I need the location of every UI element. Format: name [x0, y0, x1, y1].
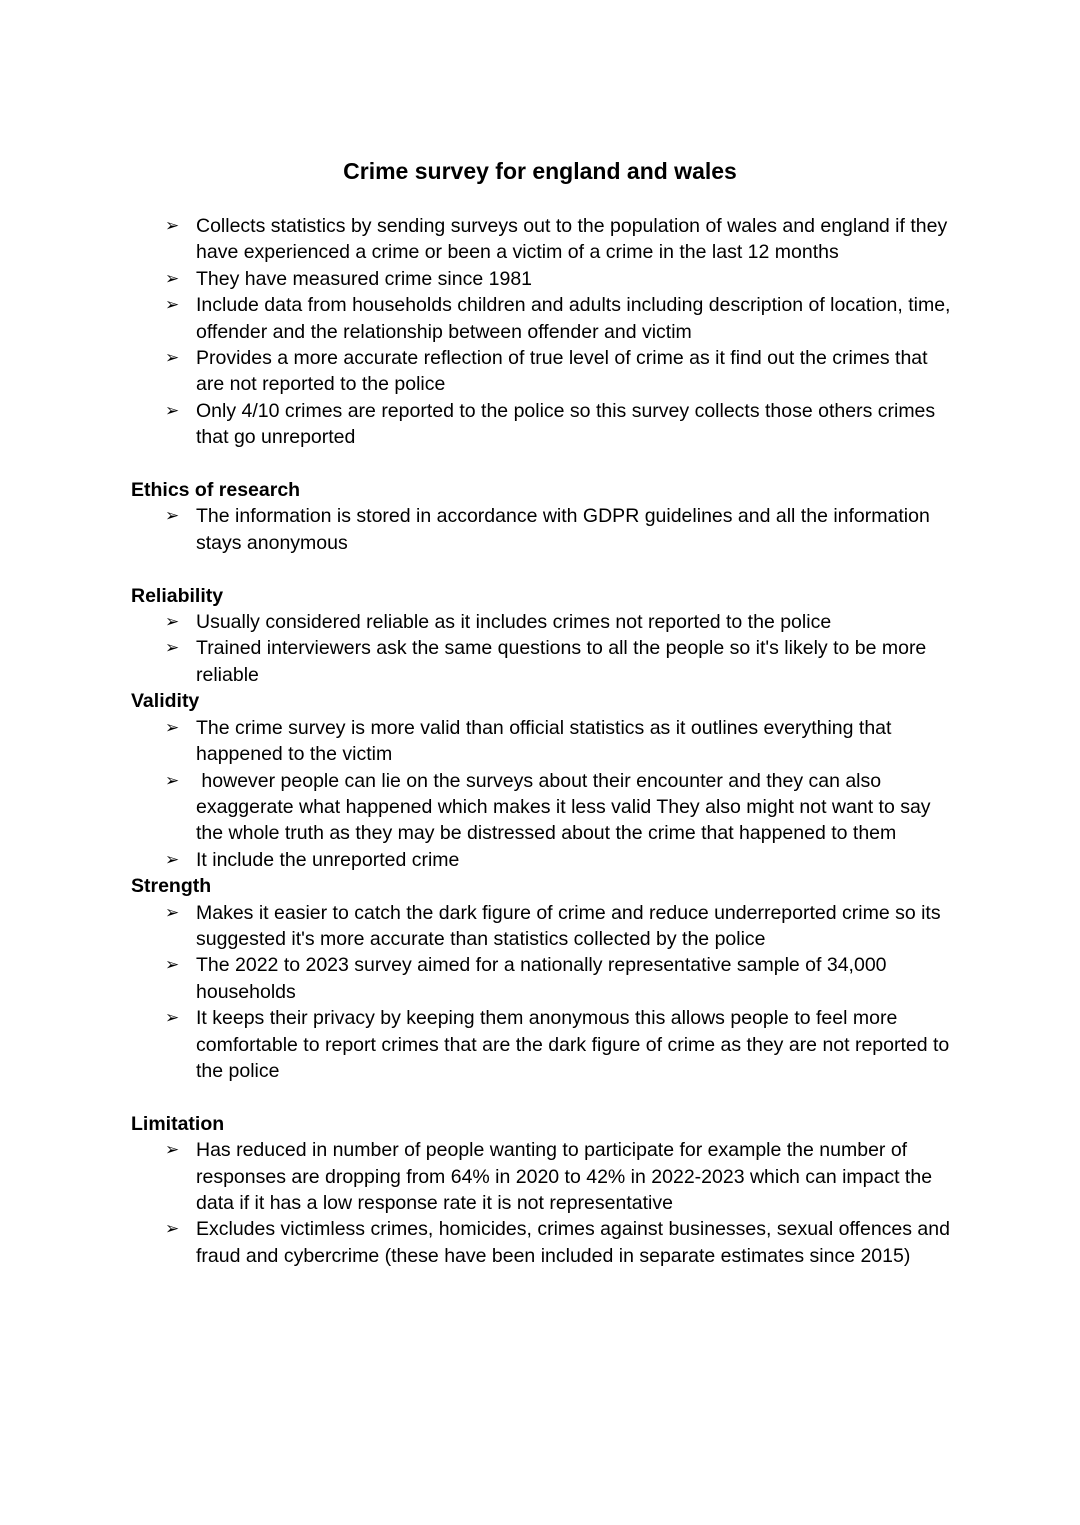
section-heading-strength: Strength [131, 875, 212, 898]
list-item: ➢ Usually considered reliable as it includes crimes not reported to the police [131, 609, 961, 635]
intro-list [131, 213, 961, 451]
list-item: ➢ The information is stored in accordance with GDPR guidelines and all the information stays anonymous [165, 505, 930, 554]
limitation-list [131, 1137, 961, 1269]
document-body [131, 213, 961, 1269]
list-item: ➢ Excludes victimless crimes, homicides, crimes against businesses, sexual offences and fraud and cybercrime (these have been included in separate estimates since 2015) [165, 1218, 950, 1267]
section-heading-validity: Validity [131, 690, 200, 713]
arrow-bullet-icon: ➢ [165, 348, 180, 369]
page-title: Crime survey for england and wales [343, 158, 737, 184]
arrow-bullet-icon: ➢ [165, 849, 180, 870]
list-item: ➢ It include the unreported crime [131, 847, 961, 873]
arrow-bullet-icon: ➢ [165, 400, 180, 421]
arrow-bullet-icon: ➢ [165, 612, 180, 633]
list-item: ➢ Makes it easier to catch the dark figure of crime and reduce underreported crime so its suggested it's more accurate than statistics collected by the police [165, 901, 941, 950]
section-heading-limitation: Limitation [131, 1112, 225, 1135]
arrow-bullet-icon: ➢ [165, 717, 180, 738]
list-item: ➢ It keeps their privacy by keeping them anonymous this allows people to feel more comfortable to report crimes that are the dark figure of crime as they are not reported to the police [165, 1007, 950, 1082]
arrow-bullet-icon: ➢ [165, 770, 180, 791]
list-item: ➢ Only 4/10 crimes are reported to the police so this survey collects those others crimes that go unreported [165, 399, 936, 449]
list-item: ➢ Trained interviewers ask the same questions to all the people so it's likely to be more reliable [165, 637, 927, 686]
list-item: ➢ They have measured crime since 1981 [131, 266, 961, 292]
list-item: ➢ Include data from households children and adults including description of location, time, offender and the relationship between offender and victim [165, 294, 951, 343]
arrow-bullet-icon: ➢ [165, 955, 180, 976]
list-item: ➢ The 2022 to 2023 survey aimed for a nationally representative sample of 34,000 households [165, 954, 887, 1003]
list-item: ➢ Has reduced in number of people wanting to participate for example the number of responses are dropping from 64% in 2020 to 42% in 2022-2023 which can impact the data if it has a low response rate it is not representative [165, 1139, 933, 1214]
arrow-bullet-icon: ➢ [165, 638, 180, 659]
section-heading-ethics: Ethics of research [131, 479, 301, 502]
list-item: ➢ Collects statistics by sending surveys out to the population of wales and england if they have experienced a crime or been a victim of a crime in the last 12 months [165, 215, 948, 264]
arrow-bullet-icon: ➢ [165, 902, 180, 923]
list-item: ➢ however people can lie on the surveys about their encounter and they can also exaggerate what happened which makes it less valid They also might not want to say the whole truth as they may be distressed about the crime that happened to them [165, 769, 936, 845]
spacer [131, 451, 961, 477]
section-heading-reliability: Reliability [131, 584, 224, 607]
arrow-bullet-icon: ➢ [165, 216, 180, 236]
arrow-bullet-icon: ➢ [165, 506, 180, 527]
arrow-bullet-icon: ➢ [165, 1008, 180, 1029]
ethics-list [131, 503, 961, 556]
arrow-bullet-icon: ➢ [165, 1219, 180, 1240]
list-item: ➢ Provides a more accurate reflection of true level of crime as it find out the crimes that are not reported to the police [165, 347, 928, 396]
arrow-bullet-icon: ➢ [165, 1140, 180, 1161]
arrow-bullet-icon: ➢ [165, 295, 180, 316]
validity-list [131, 715, 961, 873]
strength-list [131, 900, 961, 1085]
arrow-bullet-icon: ➢ [165, 268, 180, 289]
list-item: ➢ The crime survey is more valid than official statistics as it outlines everything that happened to the victim [165, 716, 892, 766]
reliability-list [131, 609, 961, 688]
spacer [131, 1084, 961, 1110]
spacer [131, 556, 961, 582]
